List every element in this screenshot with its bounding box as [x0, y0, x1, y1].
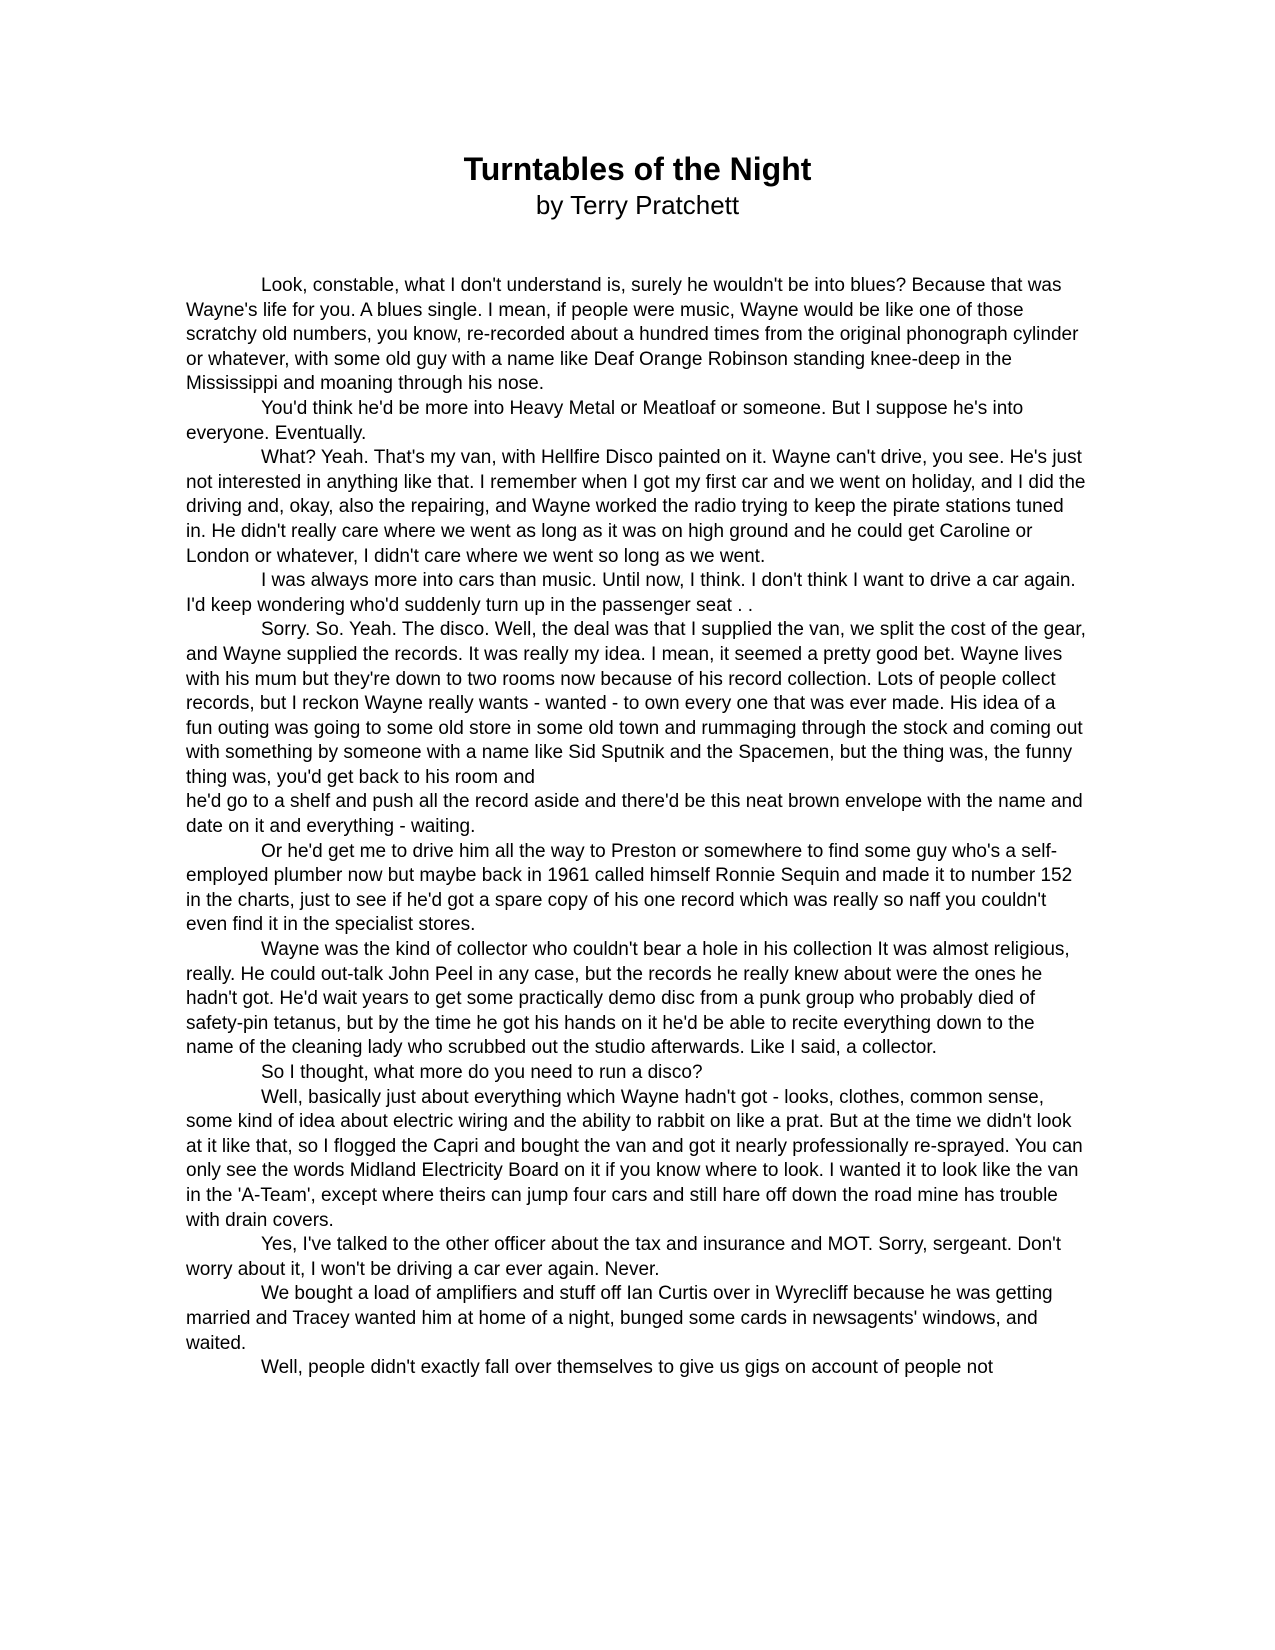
paragraph: I was always more into cars than music. Until now, I think. I don't think I want to drive a car again. I'd keep wondering who'd suddenly turn up in the passenger seat . . [186, 570, 1076, 616]
document-author: by Terry Pratchett [535, 190, 740, 220]
paragraph: We bought a load of amplifiers and stuff off Ian Curtis over in Wyrecliff because he was getting married and Tracey wanted him at home of a night, bunged some cards in newsagents' windows, and waited. [186, 1283, 1053, 1354]
paragraph: Look, constable, what I don't understand is, surely he wouldn't be into blues? Because that was Wayne's life for you. A blues single. I mean, if people were music, Wayne would be like one of those scratchy old numbers, you know, re-recorded about a hundred times from the original phonograph cylinder or whatever, with some old guy with a name like Deaf Orange Robinson standing knee-deep in the Mississippi and moaning through his nose. [186, 275, 1079, 395]
title-block [0, 150, 1275, 222]
paragraph: You'd think he'd be more into Heavy Metal or Meatloaf or someone. But I suppose he's into everyone. Eventually. [186, 397, 1024, 444]
paragraph: Or he'd get me to drive him all the way to Preston or somewhere to find some guy who's a self-employed plumber now but maybe back in 1961 called himself Ronnie Sequin and made it to number 152 in the charts, just to see if he'd got a spare copy of his one record which was really so naff you couldn't even find it in the specialist stores. [186, 840, 1073, 936]
document-title: Turntables of the Night [463, 151, 812, 187]
paragraph: Yes, I've talked to the other officer about the tax and insurance and MOT. Sorry, sergeant. Don't worry about it, I won't be driving a car ever again. Never. [186, 1234, 1062, 1280]
paragraph: Sorry. So. Yeah. The disco. Well, the deal was that I supplied the van, we split the cost of the gear, and Wayne supplied the records. It was really my idea. I mean, it seemed a pretty good bet. Wayne lives with his mum but they're down to two rooms now because of his record collection. Lots of people collect records, but I reckon Wayne really wants - wanted - to own every one that was ever made. His idea of a fun outing was going to some old store in some old town and rummaging through the stock and coming out with something by someone with a name like Sid Sputnik and the Spacemen, but the thing was, the funny thing was, you'd get back to his room and [186, 619, 1086, 788]
paragraph: So I thought, what more do you need to run a disco? [261, 1062, 703, 1083]
story-body [186, 274, 1086, 1381]
paragraph: What? Yeah. That's my van, with Hellfire Disco painted on it. Wayne can't drive, you see. He's just not interested in anything like that. I remember when I got my first car and we went on holiday, and I did the driving and, okay, also the repairing, and Wayne worked the radio trying to keep the pirate stations tuned in. He didn't really care where we went as long as it was on high ground and he could get Caroline or London or whatever, I didn't care where we went so long as we went. [186, 447, 1086, 567]
paragraph: Well, people didn't exactly fall over themselves to give us gigs on account of people not [261, 1357, 994, 1379]
paragraph: Wayne was the kind of collector who couldn't bear a hole in his collection It was almost religious, really. He could out-talk John Peel in any case, but the records he really knew about were the ones he hadn't got. He'd wait years to get some practically demo disc from a punk group who probably died of safety-pin tetanus, but by the time he got his hands on it he'd be able to recite everything down to the name of the cleaning lady who scrubbed out the studio afterwards. Like I said, a collector. [186, 939, 1070, 1059]
paragraph: he'd go to a shelf and push all the record aside and there'd be this neat brown envelope with the name and date on it and everything - waiting. [186, 791, 1083, 838]
paragraph: Well, basically just about everything which Wayne hadn't got - looks, clothes, common sense, some kind of idea about electric wiring and the ability to rabbit on like a prat. But at the time we didn't look at it like that, so I flogged the Capri and bought the van and got it nearly professionally re-sprayed. You can only see the words Midland Electricity Board on it if you know where to look. I wanted it to look like the van in the 'A-Team', except where theirs can jump four cars and still hare off down the road mine has trouble with drain covers. [186, 1086, 1083, 1231]
